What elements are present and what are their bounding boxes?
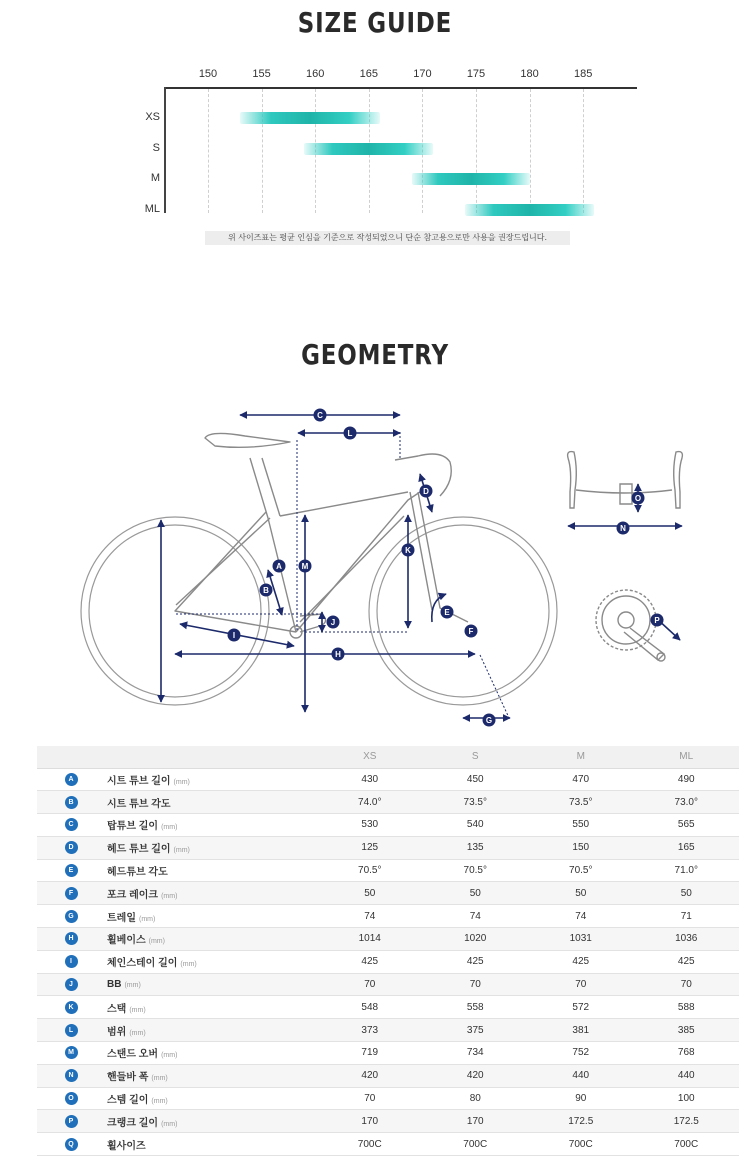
size-bar-s [304, 143, 433, 155]
value-cell: 71 [634, 905, 740, 928]
size-row-label-ml: ML [144, 203, 160, 215]
diagram-badge-label-d: D [423, 487, 429, 496]
diagram-badge-label-l: L [347, 429, 353, 438]
value-cell: 74 [317, 905, 423, 928]
value-cell: 558 [423, 996, 529, 1019]
key-badge: E [65, 864, 78, 877]
table-header-row [37, 746, 739, 768]
row-key-cell [37, 1133, 105, 1156]
row-name-cell [105, 859, 317, 882]
table-row [37, 1042, 739, 1065]
value-cell: 420 [423, 1064, 529, 1087]
row-unit: (mm) [138, 915, 156, 923]
value-cell: 73.5° [423, 791, 529, 814]
key-badge: J [65, 978, 78, 991]
row-name-cell [105, 1087, 317, 1110]
value-cell: 170 [423, 1110, 529, 1133]
value-cell: 530 [317, 814, 423, 837]
geometry-table [37, 746, 739, 1156]
height-tick-155: 155 [252, 68, 271, 80]
value-cell: 70.5° [317, 859, 423, 882]
header-name-col [105, 746, 317, 768]
height-tick-160: 160 [306, 68, 325, 80]
value-cell: 1020 [423, 928, 529, 951]
value-cell: 100 [634, 1087, 740, 1110]
diagram-badge-label-j: J [330, 618, 336, 627]
grid-line [262, 89, 263, 213]
diagram-badge-label-m: M [301, 562, 309, 571]
key-badge: P [65, 1115, 78, 1128]
size-row-label-s: S [152, 142, 160, 154]
row-name: 핸들바 폭 [107, 1072, 149, 1084]
diagram-badge-label-c: C [317, 411, 323, 420]
row-name: 트레일 [107, 912, 136, 924]
value-cell: 1031 [528, 928, 634, 951]
diagram-badge-label-o: O [634, 494, 642, 503]
row-name-cell [105, 1133, 317, 1156]
row-name: 헤드튜브 각도 [107, 867, 168, 879]
header-size-xs: XS [317, 746, 423, 768]
row-name-cell [105, 1042, 317, 1065]
grid-line [583, 89, 584, 213]
value-cell: 450 [423, 768, 529, 791]
value-cell: 170 [317, 1110, 423, 1133]
value-cell: 1036 [634, 928, 740, 951]
key-badge: K [65, 1001, 78, 1014]
height-tick-185: 185 [574, 68, 593, 80]
key-badge: B [65, 796, 78, 809]
row-key-cell [37, 928, 105, 951]
row-name-cell [105, 996, 317, 1019]
value-cell: 425 [317, 950, 423, 973]
height-tick-175: 175 [466, 68, 486, 80]
row-name: 스택 [107, 1003, 127, 1015]
value-cell: 425 [634, 950, 740, 973]
table-row [37, 905, 739, 928]
diagram-badge-label-f: F [468, 627, 474, 636]
value-cell: 385 [634, 1019, 740, 1042]
row-name-cell [105, 1064, 317, 1087]
height-tick-180: 180 [520, 68, 539, 80]
table-row [37, 973, 739, 996]
value-cell: 550 [528, 814, 634, 837]
value-cell: 70.5° [528, 859, 634, 882]
row-key-cell [37, 996, 105, 1019]
row-key-cell [37, 836, 105, 859]
row-name-cell [105, 928, 317, 951]
value-cell: 1014 [317, 928, 423, 951]
table-row [37, 791, 739, 814]
table-row [37, 1133, 739, 1156]
diagram-badge-label-p: P [654, 616, 660, 625]
diagram-badge-label-i: I [232, 631, 236, 640]
row-unit: (mm) [129, 1006, 146, 1014]
value-cell: 440 [528, 1064, 634, 1087]
row-unit: (mm) [124, 982, 141, 990]
value-cell: 540 [423, 814, 529, 837]
diagram-badge-label-b: B [263, 586, 269, 595]
row-name: 스탠드 오버 [107, 1049, 159, 1061]
row-unit: (mm) [173, 847, 190, 855]
key-badge: G [65, 910, 78, 923]
table-row [37, 882, 739, 905]
value-cell: 420 [317, 1064, 423, 1087]
value-cell: 172.5 [634, 1110, 740, 1133]
value-cell: 425 [423, 950, 529, 973]
row-name: BB [107, 979, 122, 991]
row-unit: (mm) [161, 892, 178, 900]
table-row [37, 814, 739, 837]
table-row [37, 1064, 739, 1087]
table-row [37, 768, 739, 791]
size-row-label-m: M [150, 172, 160, 184]
table-row [37, 1087, 739, 1110]
row-name: 시트 튜브 길이 [107, 775, 171, 787]
value-cell: 588 [634, 996, 740, 1019]
diagram-badge-label-a: A [276, 562, 282, 571]
value-cell: 70 [317, 1087, 423, 1110]
value-cell: 752 [528, 1042, 634, 1065]
table-row [37, 996, 739, 1019]
row-name: 크랭크 길이 [107, 1117, 159, 1129]
table-row [37, 1019, 739, 1042]
value-cell: 70 [634, 973, 740, 996]
row-unit: (mm) [151, 1075, 168, 1083]
grid-line [208, 89, 209, 213]
row-key-cell [37, 1087, 105, 1110]
geometry-title: GEOMETRY [301, 338, 449, 371]
row-unit: (mm) [151, 1098, 168, 1106]
value-cell: 700C [634, 1133, 740, 1156]
row-key-cell [37, 1019, 105, 1042]
size-bar-xs [240, 112, 379, 124]
row-name: 탑튜브 길이 [107, 821, 159, 833]
row-unit: (mm) [161, 824, 178, 832]
header-key-col [37, 746, 105, 768]
row-name: 휠베이스 [107, 935, 146, 947]
row-name-cell [105, 882, 317, 905]
handlebar-drawing [568, 452, 683, 508]
diagram-badge-label-k: K [405, 546, 411, 555]
row-name: 범위 [107, 1026, 127, 1038]
value-cell: 50 [634, 882, 740, 905]
value-cell: 70 [423, 973, 529, 996]
value-cell: 165 [634, 836, 740, 859]
row-name-cell [105, 973, 317, 996]
diagram-badge-label-g: G [485, 716, 493, 725]
key-badge: Q [65, 1138, 78, 1151]
row-key-cell [37, 791, 105, 814]
value-cell: 172.5 [528, 1110, 634, 1133]
value-cell: 470 [528, 768, 634, 791]
value-cell: 719 [317, 1042, 423, 1065]
row-name-cell [105, 791, 317, 814]
value-cell: 700C [423, 1133, 529, 1156]
value-cell: 430 [317, 768, 423, 791]
value-cell: 700C [528, 1133, 634, 1156]
row-name-cell [105, 1019, 317, 1042]
size-guide-note: 위 사이즈표는 평균 인심을 기준으로 작성되었으니 단순 참고용으로만 사용을 권장드립니다. [205, 231, 570, 245]
key-badge: N [65, 1069, 78, 1082]
axis-top [165, 87, 637, 89]
value-cell: 135 [423, 836, 529, 859]
row-key-cell [37, 768, 105, 791]
row-key-cell [37, 1042, 105, 1065]
height-tick-150: 150 [198, 68, 218, 80]
row-name-cell [105, 814, 317, 837]
value-cell: 572 [528, 996, 634, 1019]
value-cell: 50 [528, 882, 634, 905]
key-badge: O [65, 1092, 78, 1105]
key-badge: D [65, 841, 78, 854]
bike-geometry-diagram [0, 400, 750, 735]
key-badge: L [65, 1024, 78, 1037]
row-unit: (mm) [148, 938, 165, 946]
value-cell: 375 [423, 1019, 529, 1042]
value-cell: 70 [528, 973, 634, 996]
value-cell: 71.0° [634, 859, 740, 882]
table-row [37, 836, 739, 859]
row-name: 헤드 튜브 길이 [107, 844, 171, 856]
diagram-badge-label-n: N [620, 524, 626, 533]
value-cell: 381 [528, 1019, 634, 1042]
value-cell: 70 [317, 973, 423, 996]
header-size-s: S [423, 746, 529, 768]
row-name: 시트 튜브 각도 [107, 798, 171, 810]
row-key-cell [37, 905, 105, 928]
row-unit: (mm) [180, 961, 197, 969]
row-unit: (mm) [173, 778, 190, 786]
size-guide-title: SIZE GUIDE [297, 6, 453, 39]
diagram-key-badges [228, 409, 664, 727]
value-cell: 50 [317, 882, 423, 905]
row-name: 체인스테이 길이 [107, 958, 178, 970]
row-key-cell [37, 882, 105, 905]
axis-left [164, 87, 166, 213]
row-key-cell [37, 1064, 105, 1087]
row-name: 스템 길이 [107, 1095, 149, 1107]
value-cell: 125 [317, 836, 423, 859]
value-cell: 425 [528, 950, 634, 973]
size-row-label-xs: XS [145, 111, 160, 123]
row-name-cell [105, 950, 317, 973]
header-size-m: M [528, 746, 634, 768]
bike-frame [175, 433, 468, 638]
grid-line [476, 89, 477, 213]
row-name: 포크 레이크 [107, 889, 159, 901]
grid-line [530, 89, 531, 213]
table-row [37, 1110, 739, 1133]
row-key-cell [37, 1110, 105, 1133]
value-cell: 90 [528, 1087, 634, 1110]
value-cell: 373 [317, 1019, 423, 1042]
row-key-cell [37, 973, 105, 996]
size-bar-m [412, 173, 530, 185]
front-wheel [369, 517, 557, 705]
value-cell: 70.5° [423, 859, 529, 882]
row-key-cell [37, 859, 105, 882]
table-row [37, 950, 739, 973]
key-badge: A [65, 773, 78, 786]
value-cell: 150 [528, 836, 634, 859]
value-cell: 80 [423, 1087, 529, 1110]
value-cell: 548 [317, 996, 423, 1019]
key-badge: F [65, 887, 78, 900]
table-row [37, 859, 739, 882]
row-name-cell [105, 1110, 317, 1133]
key-badge: C [65, 818, 78, 831]
value-cell: 440 [634, 1064, 740, 1087]
row-key-cell [37, 814, 105, 837]
diagram-badge-label-e: E [444, 608, 450, 617]
row-name-cell [105, 768, 317, 791]
value-cell: 700C [317, 1133, 423, 1156]
value-cell: 73.0° [634, 791, 740, 814]
diagram-badge-label-h: H [335, 650, 341, 659]
value-cell: 74 [528, 905, 634, 928]
row-name-cell [105, 905, 317, 928]
row-key-cell [37, 950, 105, 973]
value-cell: 490 [634, 768, 740, 791]
value-cell: 565 [634, 814, 740, 837]
height-tick-165: 165 [359, 68, 378, 80]
size-chart [0, 60, 750, 230]
header-size-ml: ML [634, 746, 740, 768]
row-name: 휠사이즈 [107, 1140, 146, 1152]
value-cell: 768 [634, 1042, 740, 1065]
value-cell: 734 [423, 1042, 529, 1065]
table-row [37, 928, 739, 951]
value-cell: 73.5° [528, 791, 634, 814]
height-tick-170: 170 [413, 68, 432, 80]
row-unit: (mm) [161, 1052, 178, 1060]
row-name-cell [105, 836, 317, 859]
key-badge: M [65, 1046, 78, 1059]
value-cell: 50 [423, 882, 529, 905]
row-unit: (mm) [161, 1120, 178, 1128]
key-badge: I [65, 955, 78, 968]
value-cell: 74 [423, 905, 529, 928]
row-unit: (mm) [129, 1029, 146, 1037]
value-cell: 74.0° [317, 791, 423, 814]
key-badge: H [65, 932, 78, 945]
size-bar-ml [465, 204, 594, 216]
